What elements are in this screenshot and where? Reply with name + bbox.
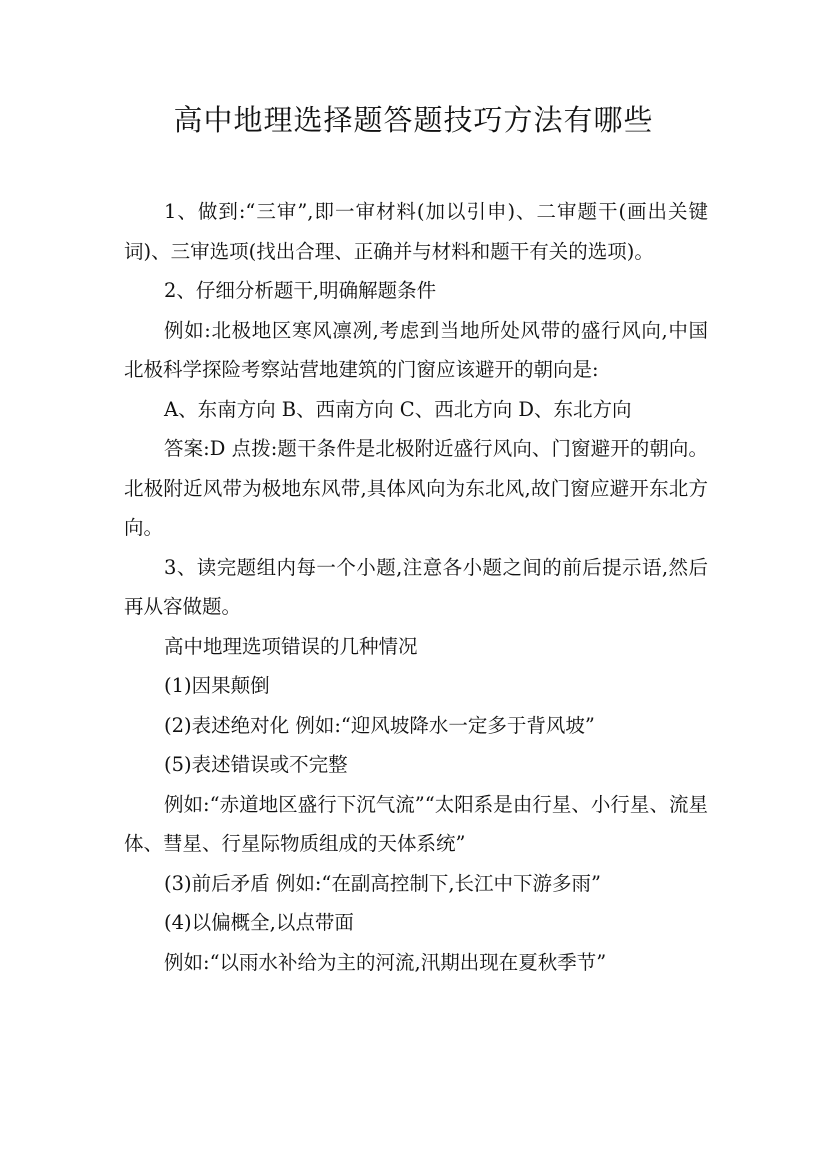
paragraph-5: 答案:D 点拨:题干条件是北极附近盛行风向、门窗避开的朝向。北极附近风带为极地东风带,具体风向为东北风,故门窗应避开东北方向。 bbox=[124, 437, 708, 539]
paragraph-14: 例如:“以雨水补给为主的河流,汛期出现在夏秋季节” bbox=[164, 950, 607, 974]
paragraph-8: (1)因果颠倒 bbox=[164, 674, 270, 697]
paragraph-13: (4)以偏概全,以点带面 bbox=[164, 911, 354, 934]
paragraph-4: A、东南方向 B、西南方向 C、西北方向 D、东北方向 bbox=[164, 397, 632, 421]
paragraph-9: (2)表述绝对化 例如:“迎风坡降水一定多于背风坡” bbox=[164, 713, 595, 737]
paragraph-1: 1、做到:“三审”,即一审材料(加以引申)、二审题干(画出关键词)、三审选项(找出合理、正确并与材料和题干有关的选项)。 bbox=[124, 200, 708, 263]
paragraph-6: 3、读完题组内每一个小题,注意各小题之间的前后提示语,然后再从容做题。 bbox=[124, 555, 708, 618]
document-body bbox=[124, 192, 708, 982]
paragraph-7: 高中地理选项错误的几种情况 bbox=[164, 634, 418, 658]
paragraph-2: 2、仔细分析题干,明确解题条件 bbox=[164, 279, 437, 302]
paragraph-12: (3)前后矛盾 例如:“在副高控制下,长江中下游多雨” bbox=[164, 871, 602, 895]
paragraph-11: 例如:“赤道地区盛行下沉气流”“太阳系是由行星、小行星、流星体、彗星、行星际物质组成的天体系统” bbox=[124, 792, 708, 855]
paragraph-3: 例如:北极地区寒风凛冽,考虑到当地所处风带的盛行风向,中国北极科学探险考察站营地建筑的门窗应该避开的朝向是: bbox=[124, 318, 708, 381]
document-title: 高中地理选择题答题技巧方法有哪些 bbox=[173, 103, 654, 137]
paragraph-10: (5)表述错误或不完整 bbox=[164, 753, 348, 776]
